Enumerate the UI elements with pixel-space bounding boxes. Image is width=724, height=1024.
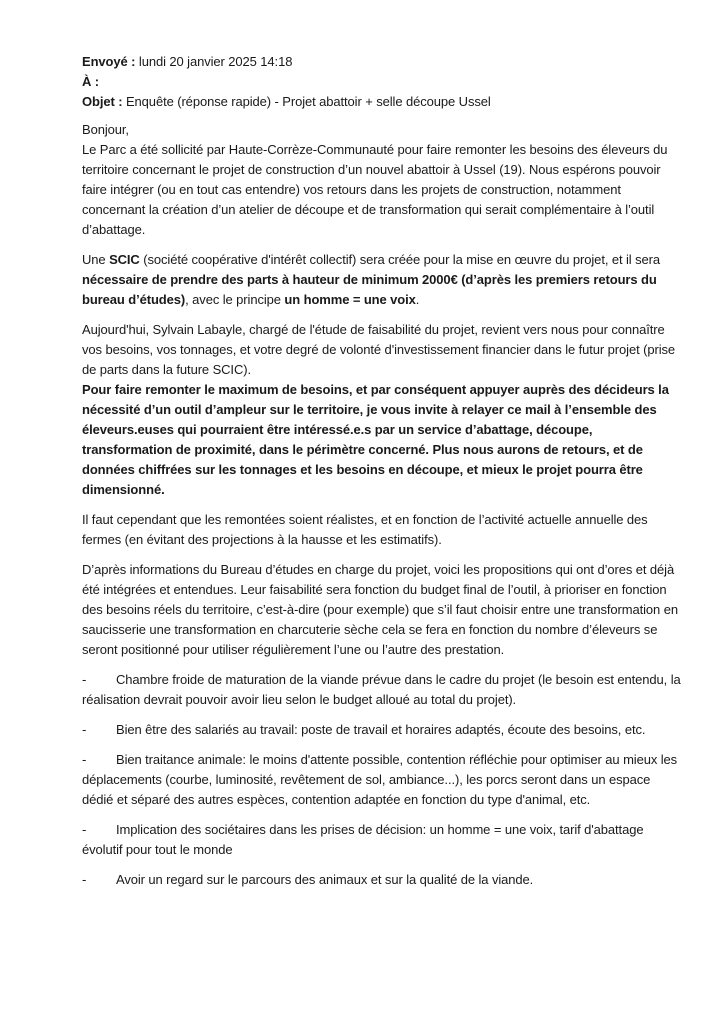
- bullet-dash: -: [82, 822, 87, 837]
- sent-line: [82, 52, 682, 72]
- scic-text-e: , avec le principe: [185, 292, 285, 307]
- bullet-text: Chambre froide de maturation de la viande prévue dans le cadre du projet (le besoin est entendu, la réalisation devrait pouvoir avoir lieu selon le budget alloué au total du projet).: [82, 672, 681, 707]
- paragraph-call-to-action: [82, 380, 682, 500]
- sent-value: lundi 20 janvier 2025 14:18: [135, 54, 293, 69]
- bullet-dash: -: [82, 872, 87, 887]
- to-label: À :: [82, 74, 100, 89]
- bullet-dash: -: [82, 752, 87, 767]
- bullet-text: Bien être des salariés au travail: poste de travail et horaires adaptés, écoute des besoins, etc.: [116, 722, 646, 737]
- paragraph-scic: [82, 250, 682, 310]
- paragraph-realistic: Il faut cependant que les remontées soient réalistes, et en fonction de l’activité actuelle annuelle des fermes (en évitant des projections à la hausse et les estimatifs).: [82, 512, 648, 547]
- one-vote-bold: un homme = une voix: [284, 292, 416, 307]
- paragraph-study: Aujourd'hui, Sylvain Labayle, chargé de l'étude de faisabilité du projet, revient vers nous pour connaître vos besoins, vos tonnages, et votre degré de volonté d'investissement financier dans le futur projet (prise de parts dans la future SCIC).: [82, 322, 676, 377]
- bullet-text: Bien traitance animale: le moins d'attente possible, contention réfléchie pour optimiser au mieux les déplacements (courbe, luminosité, revêtement de sol, ambiance...), les porcs seront dans un espace dédié et séparé des autres espèces, contention adaptée en fonction du type d'animal, etc.: [82, 752, 678, 807]
- subject-value: Enquête (réponse rapide) - Projet abattoir + selle découpe Ussel: [122, 94, 491, 109]
- list-item: [82, 720, 682, 740]
- subject-label: Objet :: [82, 94, 123, 109]
- scic-text-g: .: [415, 292, 420, 307]
- bullet-dash: -: [82, 672, 87, 687]
- paragraph-proposals: D’après informations du Bureau d’études en charge du projet, voici les propositions qui ont d’ores et déjà été intégrées et entendues. Leur faisabilité sera fonction du budget final de l’outil, à prioriser en fonction des besoins réels du territoire, c’est-à-dire (pour exemple) que s’il faut choisir entre une transformation en saucisserie une transformation en charcuterie sèche cela se fera en fonction du nombre d’éleveurs se seront positionné pour utiliser régulièrement l’une ou l’autre des prestation.: [82, 562, 678, 657]
- list-item: [82, 750, 682, 810]
- scic-text-a: Une: [82, 252, 110, 267]
- bullet-text: Implication des sociétaires dans les prises de décision: un homme = une voix, tarif d'abattage évolutif pour tout le monde: [82, 822, 644, 857]
- to-line: [82, 72, 682, 92]
- bullet-dash: -: [82, 722, 87, 737]
- list-item: [82, 670, 682, 710]
- scic-text-c: (société coopérative d'intérêt collectif) sera créée pour la mise en œuvre du projet, et il sera: [139, 252, 660, 267]
- bullet-text: Avoir un regard sur le parcours des animaux et sur la qualité de la viande.: [116, 872, 534, 887]
- sent-label: Envoyé :: [82, 54, 136, 69]
- parts-bold: nécessaire de prendre des parts à hauteur de minimum 2000€ (d’après les premiers retours du bureau d’études): [82, 272, 657, 307]
- greeting: Bonjour,: [82, 122, 129, 137]
- scic-bold: SCIC: [109, 252, 140, 267]
- list-item: [82, 820, 682, 860]
- list-item: [82, 870, 682, 890]
- call-to-action-bold: Pour faire remonter le maximum de besoins, et par conséquent appuyer auprès des décideurs la nécessité d’un outil d’ampleur sur le territoire, je vous invite à relayer ce mail à l’ensemble des éleveurs.euses qui pourraient être intéressé.e.s par un service d’abattage, découpe, transformation de proximité, dans le périmètre concerné. Plus nous aurons de retours, et de données chiffrées sur les tonnages et les besoins en découpe, et mieux le projet pourra être dimensionné.: [82, 382, 669, 497]
- email-document: [82, 52, 682, 900]
- subject-line: [82, 92, 682, 112]
- paragraph-intro: Le Parc a été sollicité par Haute-Corrèze-Communauté pour faire remonter les besoins des éleveurs du territoire concernant le projet de construction d’un nouvel abattoir à Ussel (19). Nous espérons pouvoir faire intégrer (ou en tout cas entendre) vos retours dans les projets de construction, notamment concernant la création d’un atelier de découpe et de transformation qui serait complémentaire à l’outil d’abattage.: [82, 142, 668, 237]
